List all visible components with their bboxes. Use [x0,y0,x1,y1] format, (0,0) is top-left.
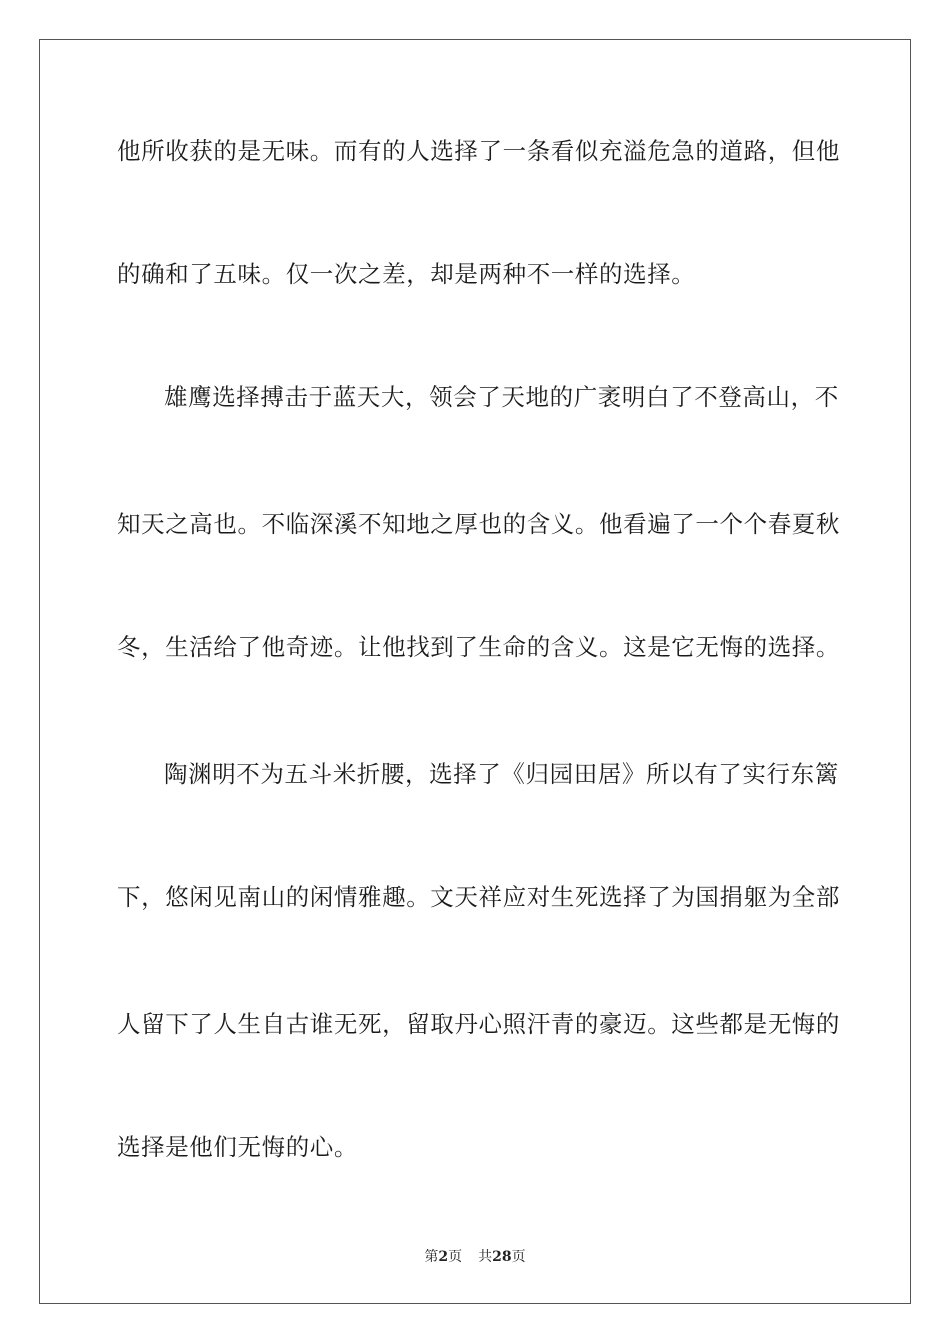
paragraph-line-1: 他所收获的是无味。而有的人选择了一条看似充溢危急的道路，但他 [117,137,840,165]
footer-page-prefix: 第 [424,1249,439,1265]
paragraph-line-3: 雄鹰选择搏击于蓝天大，领会了天地的广袤明白了不登高山，不 [164,383,839,411]
page-frame [39,39,911,1304]
footer-total-suffix: 页 [511,1249,526,1265]
paragraph-line-6: 陶渊明不为五斗米折腰，选择了《归园田居》所以有了实行东篱 [164,760,839,788]
paragraph-line-4: 知天之高也。不临深溪不知地之厚也的含义。他看遍了一个个春夏秋 [117,510,840,538]
footer-page-number: 2 [438,1249,449,1265]
footer-page-suffix: 页 [448,1249,463,1265]
paragraph-line-5: 冬，生活给了他奇迹。让他找到了生命的含义。这是它无悔的选择。 [117,633,840,661]
paragraph-line-2: 的确和了五味。仅一次之差，却是两种不一样的选择。 [117,260,696,288]
paragraph-line-7: 下，悠闲见南山的闲情雅趣。文天祥应对生死选择了为国捐躯为全部 [117,883,840,911]
paragraph-line-8: 人留下了人生自古谁无死，留取丹心照汗青的豪迈。这些都是无悔的 [117,1010,840,1038]
footer-total-prefix: 共 [478,1249,493,1265]
paragraph-line-9: 选择是他们无悔的心。 [117,1133,358,1161]
page-footer [0,1246,950,1266]
footer-total-pages: 28 [492,1249,512,1265]
